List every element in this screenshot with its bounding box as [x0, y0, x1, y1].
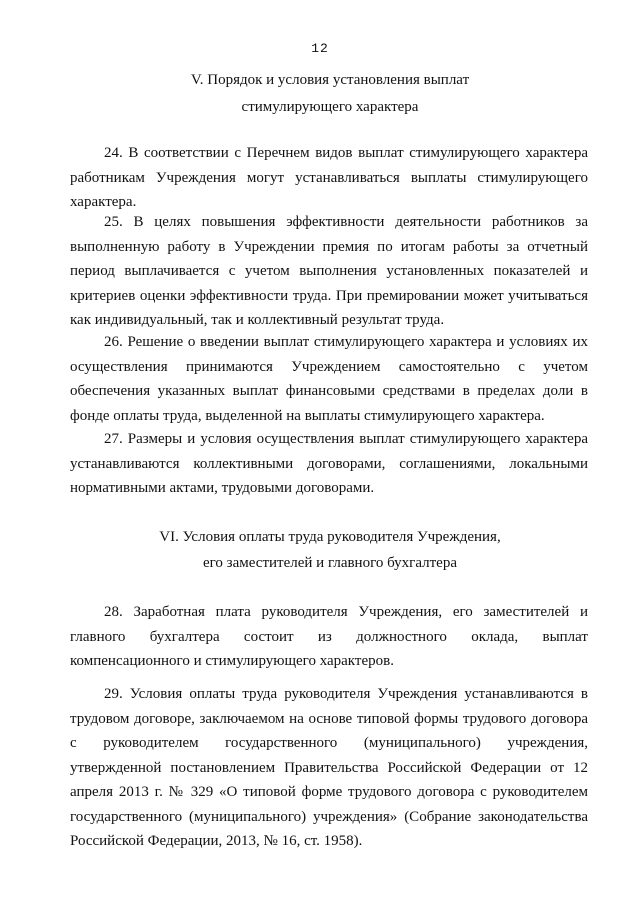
paragraph-25: 25. В целях повышения эффективности деятельности работников за выполненную работу в Учреждении премия по итогам работы за отчетный период выплачивается с учетом выполнения установленных показателей и критериев оценки эффективности труда. При премировании может учитываться как индивидуальный, так и коллективный результат труда. [70, 214, 588, 328]
paragraph-28: 28. Заработная плата руководителя Учреждения, его заместителей и главного бухгалтера состоит из должностного оклада, выплат компенсационного и стимулирующего характеров. [70, 604, 588, 669]
paragraph-27: 27. Размеры и условия осуществления выплат стимулирующего характера устанавливаются коллективными договорами, соглашениями, локальными нормативными актами, трудовыми договорами. [70, 431, 588, 496]
section-5-title-line-2: стимулирующего характера [241, 99, 419, 115]
section-5-title-line-1: V. Порядок и условия установления выплат [190, 72, 470, 88]
paragraph-26: 26. Решение о введении выплат стимулирующего характера и условиях их осуществления принимаются Учреждением самостоятельно с учетом обеспечения указанных выплат финансовыми средствами в пределах доли в фонде оплаты труда, выделенной на выплаты стимулирующего характера. [70, 334, 588, 424]
paragraph-24: 24. В соответствии с Перечнем видов выплат стимулирующего характера работникам Учреждения могут устанавливаться выплаты стимулирующего характера. [70, 145, 588, 210]
paragraph-29: 29. Условия оплаты труда руководителя Учреждения устанавливаются в трудовом договоре, заключаемом на основе типовой формы трудового договора с руководителем государственного (муниципального) учреждения, утвержденной постановлением Правительства Российской Федерации от 12 апреля 2013 г. № 329 «О типовой форме трудового договора с руководителем государственного (муниципального) учреждения» (Собрание законодательства Российской Федерации, 2013, № 16, ст. 1958). [70, 686, 588, 849]
page-number: 12 [311, 41, 329, 56]
section-6-title-line-1: VI. Условия оплаты труда руководителя Учреждения, [159, 529, 501, 545]
section-6-title-line-2: его заместителей и главного бухгалтера [203, 555, 457, 571]
